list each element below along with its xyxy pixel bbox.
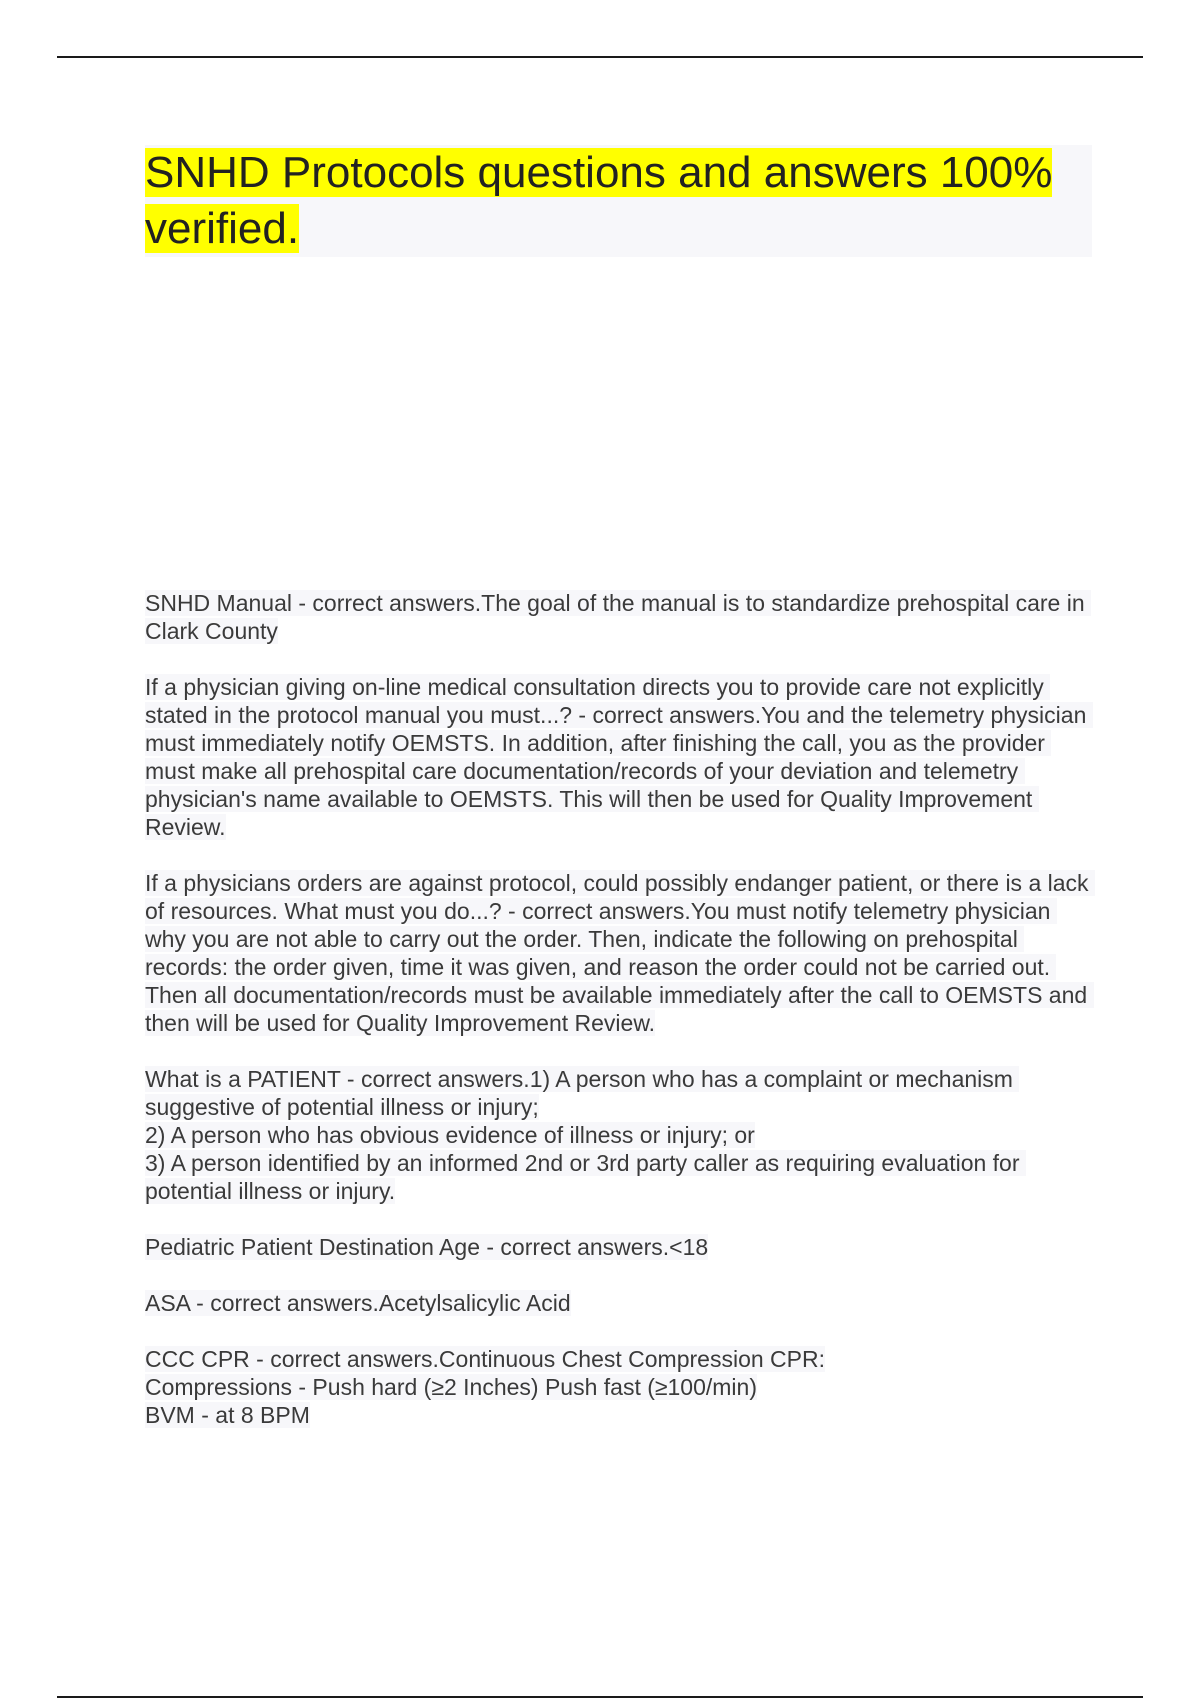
qa-entry (145, 869, 1095, 1037)
qa-text: If a physician giving on-line medical consultation directs you to provide care not explicitly stated in the protocol manual you must...? - correct answers.You and the telemetry physician must immediately notify OEMSTS. In addition, after finishing the call, you as the provider must make all prehospital care documentation/records of your deviation and telemetry physician's name available to OEMSTS. This will then be used for Quality Improvement Review. (145, 674, 1093, 840)
qa-entry (145, 1289, 1095, 1317)
qa-entry (145, 1233, 1095, 1261)
qa-list (145, 589, 1095, 1457)
qa-text: CCC CPR - correct answers.Continuous Chest Compression CPR: Compressions - Push hard (≥2 Inches) Push fast (≥100/min) BVM - at 8 BPM (145, 1346, 825, 1428)
qa-entry (145, 589, 1095, 645)
qa-text: What is a PATIENT - correct answers.1) A person who has a complaint or mechanism suggestive of potential illness or injury; 2) A person who has obvious evidence of illness or injury; or 3) A person identified by an informed 2nd or 3rd party caller as requiring evaluation for potential illness or injury. (145, 1066, 1026, 1204)
qa-text: Pediatric Patient Destination Age - correct answers.<18 (145, 1234, 709, 1260)
qa-entry (145, 1065, 1095, 1205)
top-rule (57, 56, 1143, 58)
qa-text: ASA - correct answers.Acetylsalicylic Acid (145, 1290, 571, 1316)
document-title (145, 145, 1092, 257)
qa-text: SNHD Manual - correct answers.The goal of the manual is to standardize prehospital care in Clark County (145, 590, 1092, 644)
qa-entry (145, 673, 1095, 841)
qa-text: If a physicians orders are against protocol, could possibly endanger patient, or there is a lack of resources. What must you do...? - correct answers.You must notify telemetry physician why you are not able to carry out the order. Then, indicate the following on prehospital records: the order given, time it was given, and reason the order could not be carried out. Then all documentation/records must be available immediately after the call to OEMSTS and then will be used for Quality Improvement Review. (145, 870, 1095, 1036)
qa-entry (145, 1345, 1095, 1429)
title-highlight: SNHD Protocols questions and answers 100% verified. (145, 148, 1053, 253)
bottom-rule (57, 1696, 1143, 1698)
